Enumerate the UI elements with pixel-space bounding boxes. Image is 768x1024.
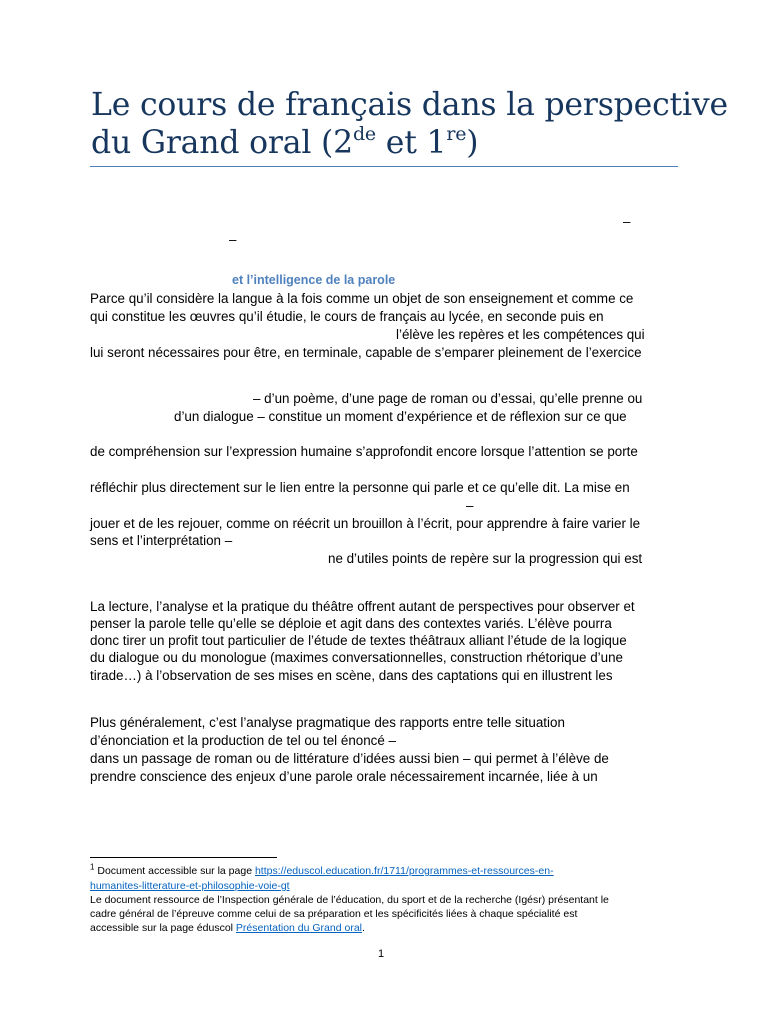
text-line: – d’un poème, d’une page de roman ou d’essai, qu’elle prenne ou <box>253 391 643 406</box>
text-line: d’un dialogue – constitue un moment d’expérience et de réflexion sur ce que <box>174 409 627 424</box>
footnote-2-line: cadre général de l’épreuve comme celui de sa préparation et les spécificités liées à chaque spécialité est <box>90 908 578 920</box>
document-title <box>91 86 728 162</box>
text-line: sens et l’interprétation – <box>90 533 233 548</box>
footnote-1-continued <box>90 879 290 893</box>
title-text: du Grand oral (2 <box>91 125 353 161</box>
text-line: – <box>466 498 474 513</box>
title-superscript: de <box>352 122 376 145</box>
title-superscript: re <box>446 122 467 145</box>
title-text: ) <box>466 125 479 161</box>
text-line: dans un passage de roman ou de littérature d’idées aussi bien – qui permet à l’élève de <box>90 751 609 766</box>
eduscol-programmes-link-continued[interactable]: humanites-litterature-et-philosophie-voie-gt <box>90 880 290 892</box>
text-line: réfléchir plus directement sur le lien entre la personne qui parle et ce qu’elle dit. La mise en <box>90 480 630 495</box>
text-line: penser la parole telle qu’elle se déploie et agit dans des contextes variés. L’élève pourra <box>90 616 612 631</box>
footnote-1 <box>90 864 554 878</box>
title-text: et 1 <box>375 125 447 161</box>
footnote-2-line: Le document ressource de l’Inspection générale de l’éducation, du sport et de la recherche (Igésr) présentant le <box>90 894 609 906</box>
text-line: La lecture, l’analyse et la pratique du théâtre offrent autant de perspectives pour observer et <box>90 599 635 614</box>
section-heading: et l’intelligence de la parole <box>232 273 396 287</box>
text-line: tirade…) à l’observation de ses mises en scène, dans des captations qui en illustrent les <box>90 668 613 683</box>
text-line: l’élève les repères et les compétences qui <box>396 327 645 342</box>
eduscol-programmes-link[interactable]: https://eduscol.education.fr/1711/programmes-et-ressources-en- <box>254 865 554 877</box>
title-underline <box>90 166 678 167</box>
text-line: du dialogue ou du monologue (maximes conversationnelles, construction rhétorique d’une <box>90 650 623 665</box>
text-line: qui constitue les œuvres qu’il étudie, le cours de français au lycée, en seconde puis en <box>90 309 604 324</box>
page-number: 1 <box>378 948 385 960</box>
presentation-grand-oral-link[interactable]: Présentation du Grand oral <box>235 922 362 934</box>
text-line: donc tirer un profit tout particulier de l’étude de textes théâtraux alliant l’étude de la logique <box>90 633 627 648</box>
text-line: lui seront nécessaires pour être, en terminale, capable de s’emparer pleinement de l’exercice <box>90 345 642 360</box>
footnote-separator <box>90 857 277 858</box>
text-line: ne d’utiles points de repère sur la progression qui est <box>328 551 643 566</box>
title-line-1: Le cours de français dans la perspective <box>91 87 728 123</box>
footnote-text: accessible sur la page éduscol <box>90 922 236 934</box>
text-line: Parce qu’il considère la langue à la fois comme un objet de son enseignement et comme ce <box>90 291 634 306</box>
dash-mark: – <box>229 232 237 247</box>
text-line: de compréhension sur l’expression humaine s’approfondit encore lorsque l’attention se porte <box>90 444 638 459</box>
footnote-2-line <box>90 921 365 935</box>
text-line: d’énonciation et la production de tel ou tel énoncé – <box>90 733 396 748</box>
footnote-text: . <box>362 922 365 934</box>
footnote-marker: 1 <box>90 862 95 872</box>
text-line: prendre conscience des enjeux d’une parole orale nécessairement incarnée, liée à un <box>90 769 598 784</box>
dash-mark: – <box>623 214 631 229</box>
text-line: Plus généralement, c’est l’analyse pragmatique des rapports entre telle situation <box>90 715 565 730</box>
title-line-2 <box>91 124 691 162</box>
footnote-text: Document accessible sur la page <box>94 865 255 877</box>
text-line: jouer et de les rejouer, comme on réécrit un brouillon à l’écrit, pour apprendre à faire varier le <box>90 516 641 531</box>
